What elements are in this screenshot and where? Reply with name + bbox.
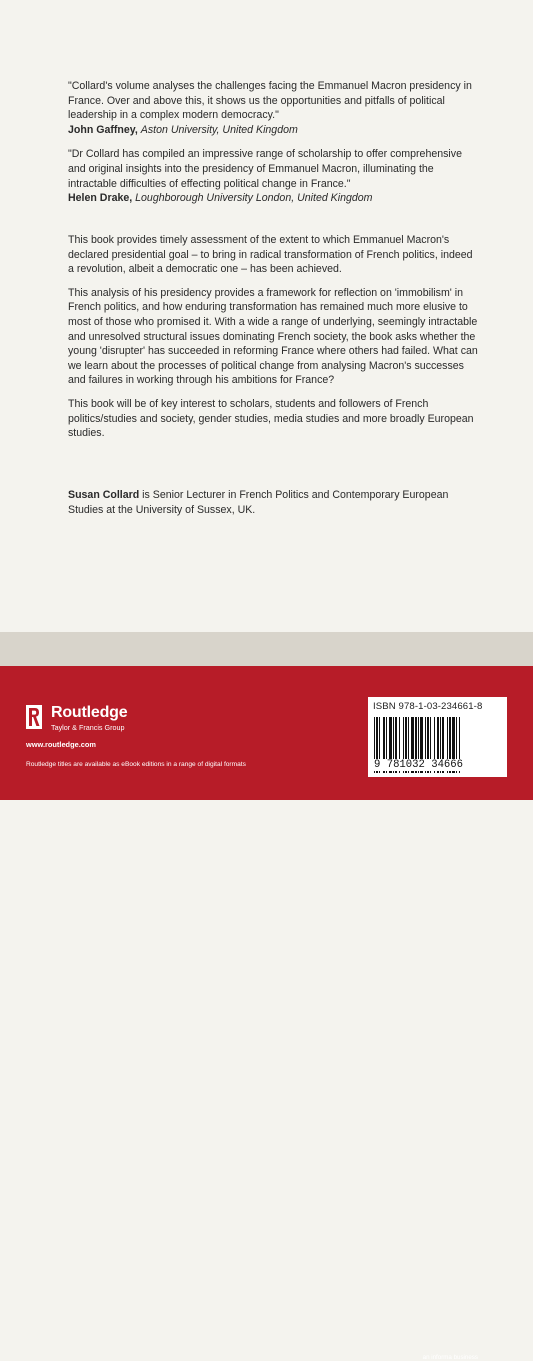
routledge-logo-icon [26,705,42,729]
author-bio-body: is Senior Lecturer in French Politics and Contemporary European Studies at the University of Sussex, UK. [68,489,449,516]
book-description [68,233,478,441]
description-paragraph-3: This book will be of key interest to scholars, students and followers of French politics/studies and society, gender studies, media studies and more broadly European studies. [68,397,474,440]
publisher-url[interactable]: www.routledge.com [26,740,96,749]
isbn-barcode-box [368,697,507,777]
endorser-name: Helen Drake [68,192,130,205]
endorsement-text: "Dr Collard has compiled an impressive range of scholarship to offer comprehensive and original insights into the presidency of Emmanuel Macron, illuminating the intractable difficulties of effecting political change in France." [68,148,462,190]
endorsement-attribution: Helen Drake, Loughborough University London, United Kingdom [68,192,373,205]
publisher-group: Taylor & Francis Group [51,723,125,732]
informa-tagline: an informa business [422,1354,478,1361]
endorsement-text: "Collard's volume analyses the challenges facing the Emmanuel Macron presidency in France. Over and above this, it shows us the opportunities and pitfalls of political leadership in a complex modern democracy." [68,80,472,122]
endorser-affiliation: Aston University, United Kingdom [140,123,298,136]
ebook-note: Routledge titles are available as eBook editions in a range of digital formats [26,761,246,768]
publisher-name: Routledge [51,704,128,721]
barcode-digits: 9 781032 34666 [374,759,464,771]
author-bio [68,488,478,517]
description-paragraph-2: This analysis of his presidency provides a framework for reflection on 'immobilism' in French politics, and how enduring transformation has remained much more elusive to most of those who promised it. With a wide a range of underlying, seemingly intractable and unresolved structural issues dominating French society, the book asks whether the young 'disrupter' has succeeded in reforming France where others had failed. What can we learn about the processes of political change from analysing Macron's successes and failures in working through his ambitions for France? [68,286,478,387]
divider-band [0,632,533,666]
endorsements [68,79,478,206]
endorser-name: John Gaffney [68,123,135,136]
endorser-affiliation: Loughborough University London, United Kingdom [135,192,373,205]
isbn-label: ISBN 978-1-03-234661-8 [373,701,483,712]
endorsement-2 [68,147,478,205]
publisher-footer [0,666,533,1361]
endorsement-1 [68,79,478,137]
description-paragraph-1: This book provides timely assessment of the extent to which Emmanuel Macron's declared presidential goal – to bring in radical transformation of French politics, indeed a revolution, albeit a democratic one – has been achieved. [68,234,473,276]
author-bio-text [68,488,478,517]
endorsement-attribution: John Gaffney, Aston University, United Kingdom [68,123,298,136]
author-name: Susan Collard [68,489,140,501]
